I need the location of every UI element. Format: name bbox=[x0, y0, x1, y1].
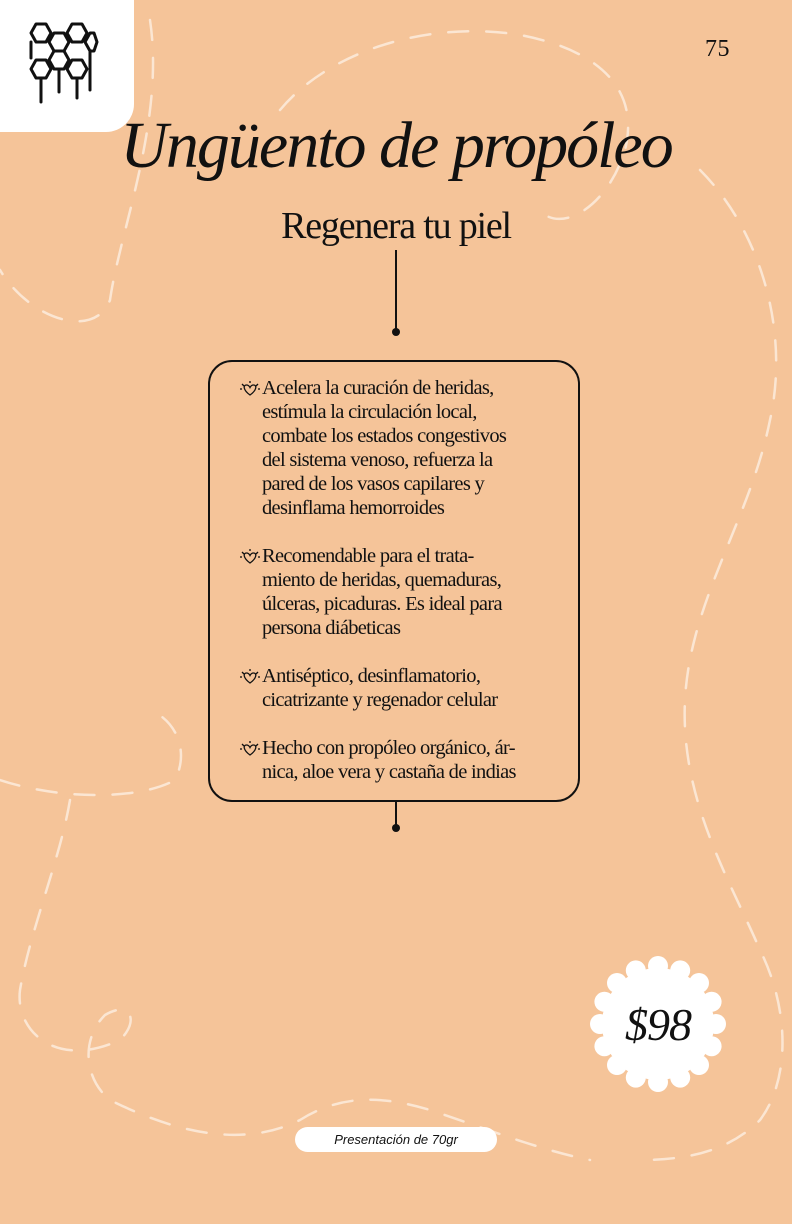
product-title: Ungüento de propóleo bbox=[120, 109, 672, 182]
heart-sparkle-icon bbox=[238, 380, 262, 398]
benefit-item bbox=[238, 736, 564, 784]
connector-line-top bbox=[395, 250, 397, 330]
connector-dot-bottom bbox=[392, 824, 400, 832]
benefit-text: Antiséptico, desinflamatorio, cicatrizante y regenador celular bbox=[262, 665, 498, 711]
benefit-item bbox=[238, 664, 564, 712]
heart-sparkle-icon bbox=[238, 668, 262, 686]
benefit-item bbox=[238, 376, 564, 520]
benefit-text: Hecho con propóleo orgánico, ár- nica, aloe vera y castaña de indias bbox=[262, 737, 516, 783]
connector-line-bottom bbox=[395, 802, 397, 826]
connector-dot-top bbox=[392, 328, 400, 336]
benefit-text: Acelera la curación de heridas, estímula la circulación local, combate los estados congestivos del sistema venoso, refuerza la pared de los vasos capilares y desinflama hemorroides bbox=[262, 377, 507, 519]
product-subtitle: Regenera tu piel bbox=[281, 205, 511, 247]
price: $98 bbox=[625, 998, 691, 1050]
page-number: 75 bbox=[705, 36, 730, 62]
benefits-box bbox=[208, 360, 580, 802]
honeycomb-icon bbox=[24, 18, 104, 108]
heart-sparkle-icon bbox=[238, 548, 262, 566]
presentation-label: Presentación de 70gr bbox=[295, 1127, 497, 1152]
benefit-text: Recomendable para el trata- miento de heridas, quemaduras, úlceras, picaduras. Es ideal para persona diábeticas bbox=[262, 545, 502, 639]
heart-sparkle-icon bbox=[238, 740, 262, 758]
price-badge bbox=[590, 956, 726, 1092]
benefit-item bbox=[238, 544, 564, 640]
